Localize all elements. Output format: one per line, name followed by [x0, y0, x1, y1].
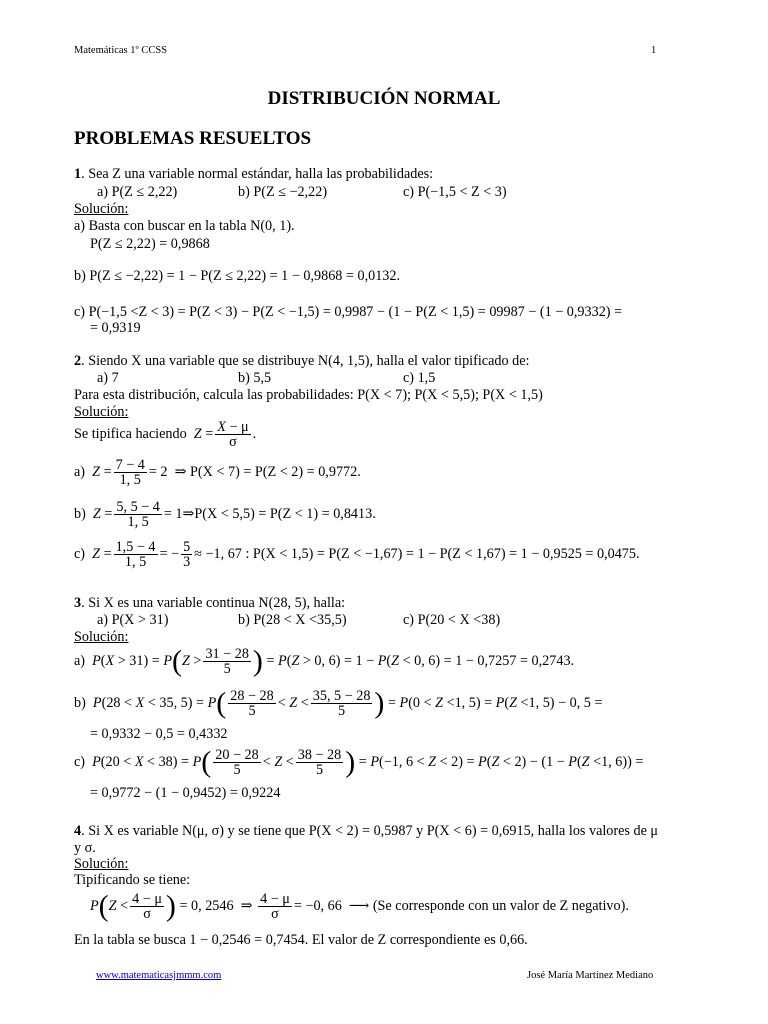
section-subtitle: PROBLEMAS RESUELTOS: [74, 128, 312, 149]
page-title: DISTRIBUCIÓN NORMAL: [267, 88, 501, 109]
p4-solution-label: Solución:: [74, 856, 129, 872]
problem-3-statement: 3. Si X es una variable continua N(28, 5), halla:: [74, 595, 346, 611]
p2-solution-label: Solución:: [74, 404, 129, 420]
p3-sol-c: c) P(20 < X < 38) = P( $\frac{20 - 28}{5}$ < Z < $\frac{38 - 28}{5}$ ) = P(−1, 6 < Z < 2) = P(Z < 2) − (1 − P(Z <1, 6)) =: [74, 745, 644, 779]
p2-standardize-line: Se tipifica haciendo Z = $\frac{X - \mu}{\sigma}$ .: [74, 419, 257, 450]
footer-author: José María Martínez Mediano: [527, 970, 654, 981]
p2-statement-line2: Para esta distribución, calcula las probabilidades: P(X < 7); P(X < 5,5); P(X < 1,5): [74, 387, 543, 403]
p3-sol-b-result: = 0,9332 − 0,5 = 0,4332: [90, 726, 228, 742]
p1-sol-a-result: P(Z ≤ 2,22) = 0,9868: [90, 236, 210, 252]
p2-option-b: b) 5,5: [238, 370, 272, 386]
p3-sol-c-result: = 0,9772 − (1 − 0,9452) = 0,9224: [90, 785, 281, 801]
footer-website-link[interactable]: www.matematicasjmmm.com: [96, 970, 222, 981]
p1-sol-c: c) P(−1,5 <Z < 3) = P(Z < 3) − P(Z < −1,5) = 0,9987 − (1 − P(Z < 1,5) = 09987 − (1 − 0,9332) =: [74, 304, 623, 320]
p4-table-lookup: En la tabla se busca 1 − 0,2546 = 0,7454. El valor de Z correspondiente es 0,66.: [74, 932, 528, 948]
p2-sol-c: c) Z = $\frac{1,5 - 4}{1, 5}$ = − $\frac{5}{3}$ ≈ −1, 67 : P(X < 1,5) = P(Z < −1,67) = 1 − P(Z < 1,67) = 1 − 0,9525 = 0,0475.: [74, 539, 640, 570]
p1-sol-a: a) Basta con buscar en la tabla N(0, 1).: [74, 218, 295, 234]
p1-sol-c-result: = 0,9319: [90, 320, 141, 336]
p2-sol-a: a) Z = $\frac{7 - 4}{1, 5}$ = 2 ⇒ P(X < 7) = P(Z < 2) = 0,9772.: [74, 457, 361, 488]
p1-option-c: c) P(−1,5 < Z < 3): [403, 184, 507, 200]
problem-4-statement: 4. Si X es variable N(μ, σ) y se tiene que P(X < 2) = 0,5987 y P(X < 6) = 0,6915, halla los valores de μ: [74, 823, 659, 839]
p4-equation: P(Z < $\frac{4 - \mu}{\sigma}$ ) = 0, 2546 ⇒ $\frac{4 - \mu}{\sigma}$ = −0, 66 ⟶ (Se corresponde con un valor de Z negativo).: [90, 889, 629, 923]
p3-option-a: a) P(X > 31): [97, 612, 169, 628]
p3-sol-b: b) P(28 < X < 35, 5) = P( $\frac{28 - 28}{5}$ < Z < $\frac{35, 5 - 28}{5}$ ) = P(0 < Z <1, 5) = P(Z <1, 5) − 0, 5 =: [74, 686, 603, 720]
p1-option-a: a) P(Z ≤ 2,22): [97, 184, 178, 200]
problem-1-statement: 1. Sea Z una variable normal estándar, halla las probabilidades:: [74, 166, 434, 182]
p4-statement-line2: y σ.: [74, 840, 96, 856]
p3-sol-a: a) P(X > 31) = P(Z > $\frac{31 - 28}{5}$ ) = P(Z > 0, 6) = 1 − P(Z < 0, 6) = 1 − 0,7257 = 0,2743.: [74, 644, 575, 678]
p1-sol-b: b) P(Z ≤ −2,22) = 1 − P(Z ≤ 2,22) = 1 − 0,9868 = 0,0132.: [74, 268, 401, 284]
p3-option-b: b) P(28 < X <35,5): [238, 612, 347, 628]
p1-solution-label: Solución:: [74, 201, 129, 217]
header-left: Matemáticas 1º CCSS: [74, 45, 168, 56]
p1-option-b: b) P(Z ≤ −2,22): [238, 184, 328, 200]
p4-standardizing: Tipificando se tiene:: [74, 872, 191, 888]
page-number: 1: [651, 45, 657, 56]
problem-2-statement: 2. Siendo X una variable que se distribuye N(4, 1,5), halla el valor tipificado de:: [74, 353, 530, 369]
p3-solution-label: Solución:: [74, 629, 129, 645]
p2-sol-b: b) Z = $\frac{5, 5 - 4}{1, 5}$ = 1⇒P(X < 5,5) = P(Z < 1) = 0,8413.: [74, 499, 376, 530]
p2-option-a: a) 7: [97, 370, 119, 386]
p2-option-c: c) 1,5: [403, 370, 436, 386]
p3-option-c: c) P(20 < X <38): [403, 612, 501, 628]
z-formula-fraction: $\frac{X - \mu}{\sigma}$: [217, 419, 249, 450]
